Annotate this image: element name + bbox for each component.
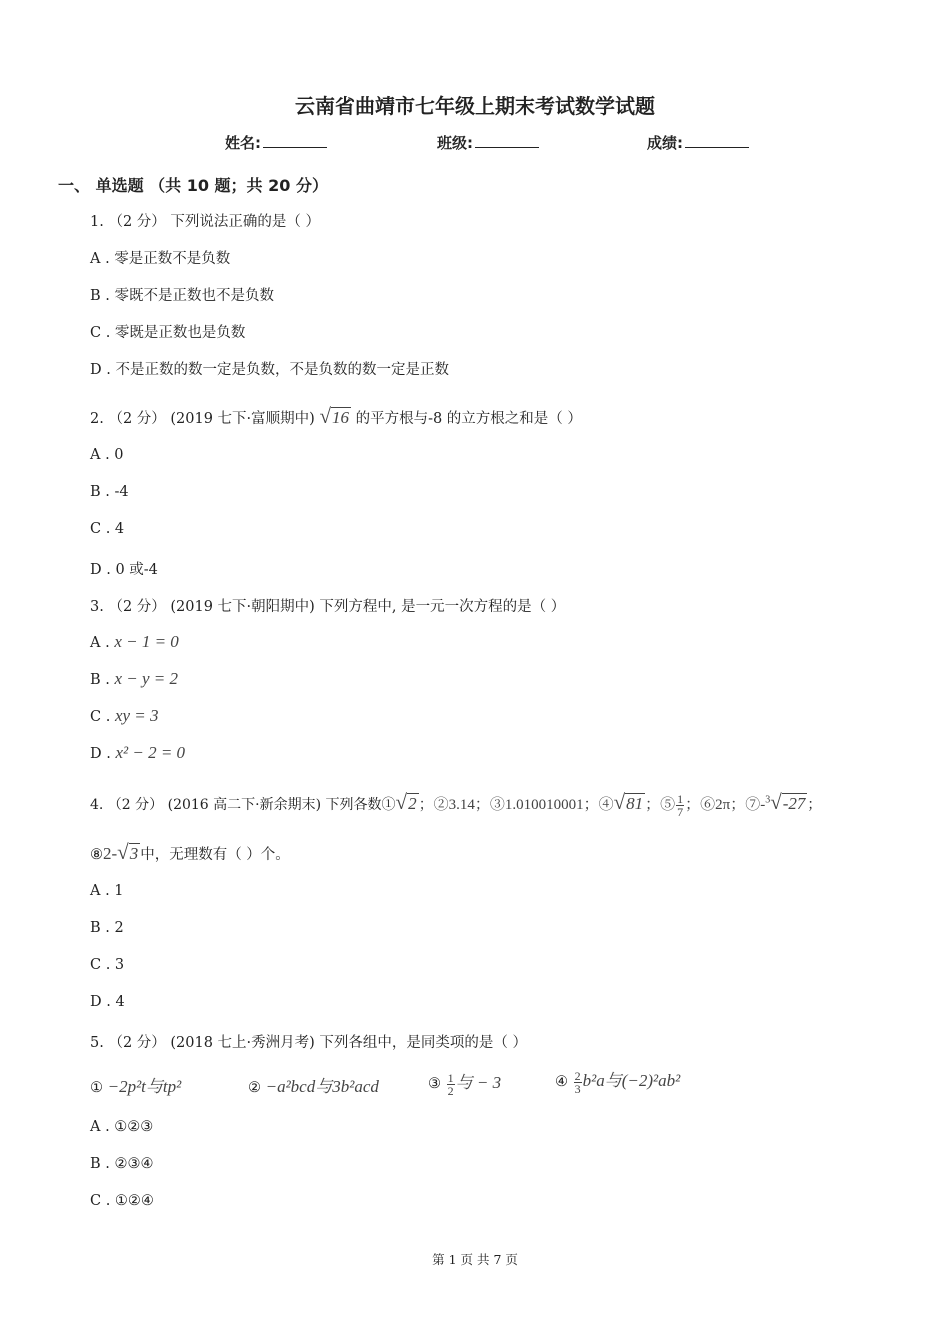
q5-group-3-frac [447,1072,455,1097]
q4-cbrt-index: 3 [765,794,771,806]
q4-n6: ；⑥2π；⑦- [685,797,766,813]
q5-group-2-expr: −a²bcd与3b²acd [265,1077,379,1096]
q5-group-3-den: 2 [447,1083,454,1098]
q3-option-a-expr: x − 1 = 0 [114,632,179,651]
q4-option-a: A . 1 [90,883,124,899]
q2-sqrt-arg: 16 [331,408,349,427]
q4-sqrt-1-arg: 2 [408,794,417,813]
q5-group-1-expr: −2p²t与tp² [107,1077,182,1096]
q2-stem-suffix: 的平方根与-8 的立方根之和是（ ） [355,411,582,427]
q4-cbrt: $^3$√-27 [765,790,806,814]
q3-option-c-expr: xy = 3 [114,706,159,725]
q4-n2: ；②3.14；③1.010010001；④ [418,797,614,813]
q4-stem [90,790,821,818]
q4-line2-prefix: ⑧ [90,847,103,863]
q5-group-3 [428,1068,501,1097]
q4-line2-suffix: 中，无理数有（ ）个。 [140,847,290,863]
class-blank[interactable] [475,133,539,148]
score-label: 成绩: [647,134,683,152]
q2-option-a: A . 0 [90,447,124,463]
class-label: 班级: [437,134,473,152]
q5-group-4-tail: b²a与(−2)²ab² [582,1071,681,1090]
q4-option-d: D . 4 [90,994,125,1010]
q3-option-b-label: B . [90,672,110,688]
q3-option-b [90,669,178,689]
q4-n8-lead: 2- [103,844,118,863]
q5-group-4-label: ④ [555,1074,568,1090]
q4-sqrt-4: √81 [613,790,644,814]
q3-option-d [90,743,185,763]
q5-option-c: C . ①②④ [90,1193,154,1209]
q3-option-a-label: A . [90,635,110,651]
q5-group-4-num: 2 [574,1068,581,1083]
q1-option-d: D . 不是正数的数一定是负数，不是负数的数一定是正数 [90,362,449,378]
q5-group-3-tail: 与 − 3 [455,1073,502,1092]
q5-option-a: A . ①②③ [90,1119,154,1135]
q2-option-d: D . 0 或-4 [90,562,158,578]
q3-option-d-expr: x² − 2 = 0 [115,743,186,762]
q5-group-4-den: 3 [574,1081,581,1096]
q1-option-a: A . 零是正数不是负数 [90,251,231,267]
q3-option-b-expr: x − y = 2 [114,669,179,688]
q4-stem-prefix: 4. （2 分） (2016 高二下·新余期末) 下列各数① [90,797,396,813]
q3-option-c [90,706,159,726]
q4-stem-line2 [90,840,290,865]
q5-group-3-num: 1 [447,1070,454,1085]
q4-cbrt-arg: -27 [782,794,806,813]
q4-sqrt-8-arg: 3 [129,844,139,863]
q5-group-1-label: ① [90,1080,103,1096]
score-field [647,132,749,153]
q2-sqrt: √16 [319,404,349,428]
page-title: 云南省曲靖市七年级上期末考试数学试题 [295,94,655,118]
q4-sqrt-8: √3 [117,840,139,864]
q5-stem: 5. （2 分） (2018 七上·秀洲月考) 下列各组中，是同类项的是（ ） [90,1035,528,1051]
q4-n7-end: ； [807,797,822,813]
name-label: 姓名: [225,134,261,152]
q3-option-d-label: D . [90,746,111,762]
q5-group-4-frac [574,1070,582,1095]
q1-stem: 1. （2 分） 下列说法正确的是（ ） [90,214,320,230]
q5-group-3-label: ③ [428,1076,441,1092]
name-field [225,132,327,153]
q5-group-2-label: ② [248,1080,261,1096]
q4-sqrt-4-arg: 81 [626,794,644,813]
q1-option-c: C . 零既是正数也是负数 [90,325,246,341]
name-blank[interactable] [263,133,327,148]
q4-fraction-den: 7 [677,804,684,819]
q2-option-c: C . 4 [90,521,125,537]
class-field [437,132,539,153]
q4-sqrt-1: √2 [395,790,417,814]
q3-option-a [90,632,179,652]
q3-stem: 3. （2 分） (2019 七下·朝阳期中) 下列方程中, 是一元一次方程的是（ ） [90,599,566,615]
q1-option-b: B . 零既不是正数也不是负数 [90,288,274,304]
q4-fraction [676,793,684,818]
section-title: 一、 单选题 （共 10 题；共 20 分） [58,176,328,195]
q2-stem [90,404,582,429]
q4-fraction-num: 1 [677,791,684,806]
q5-option-b: B . ②③④ [90,1156,154,1172]
score-blank[interactable] [685,133,749,148]
q2-option-b: B . -4 [90,484,129,500]
q4-n5-prefix: ；⑤ [645,797,676,813]
q2-stem-prefix: 2. （2 分） (2019 七下·富顺期中) [90,411,315,427]
page-footer: 第 1 页 共 7 页 [432,1252,518,1267]
q5-group-1 [90,1072,181,1097]
q5-group-4 [555,1066,680,1095]
q5-group-2 [248,1072,379,1097]
q3-option-c-label: C . [90,709,111,725]
q4-option-c: C . 3 [90,957,125,973]
q4-option-b: B . 2 [90,920,124,936]
